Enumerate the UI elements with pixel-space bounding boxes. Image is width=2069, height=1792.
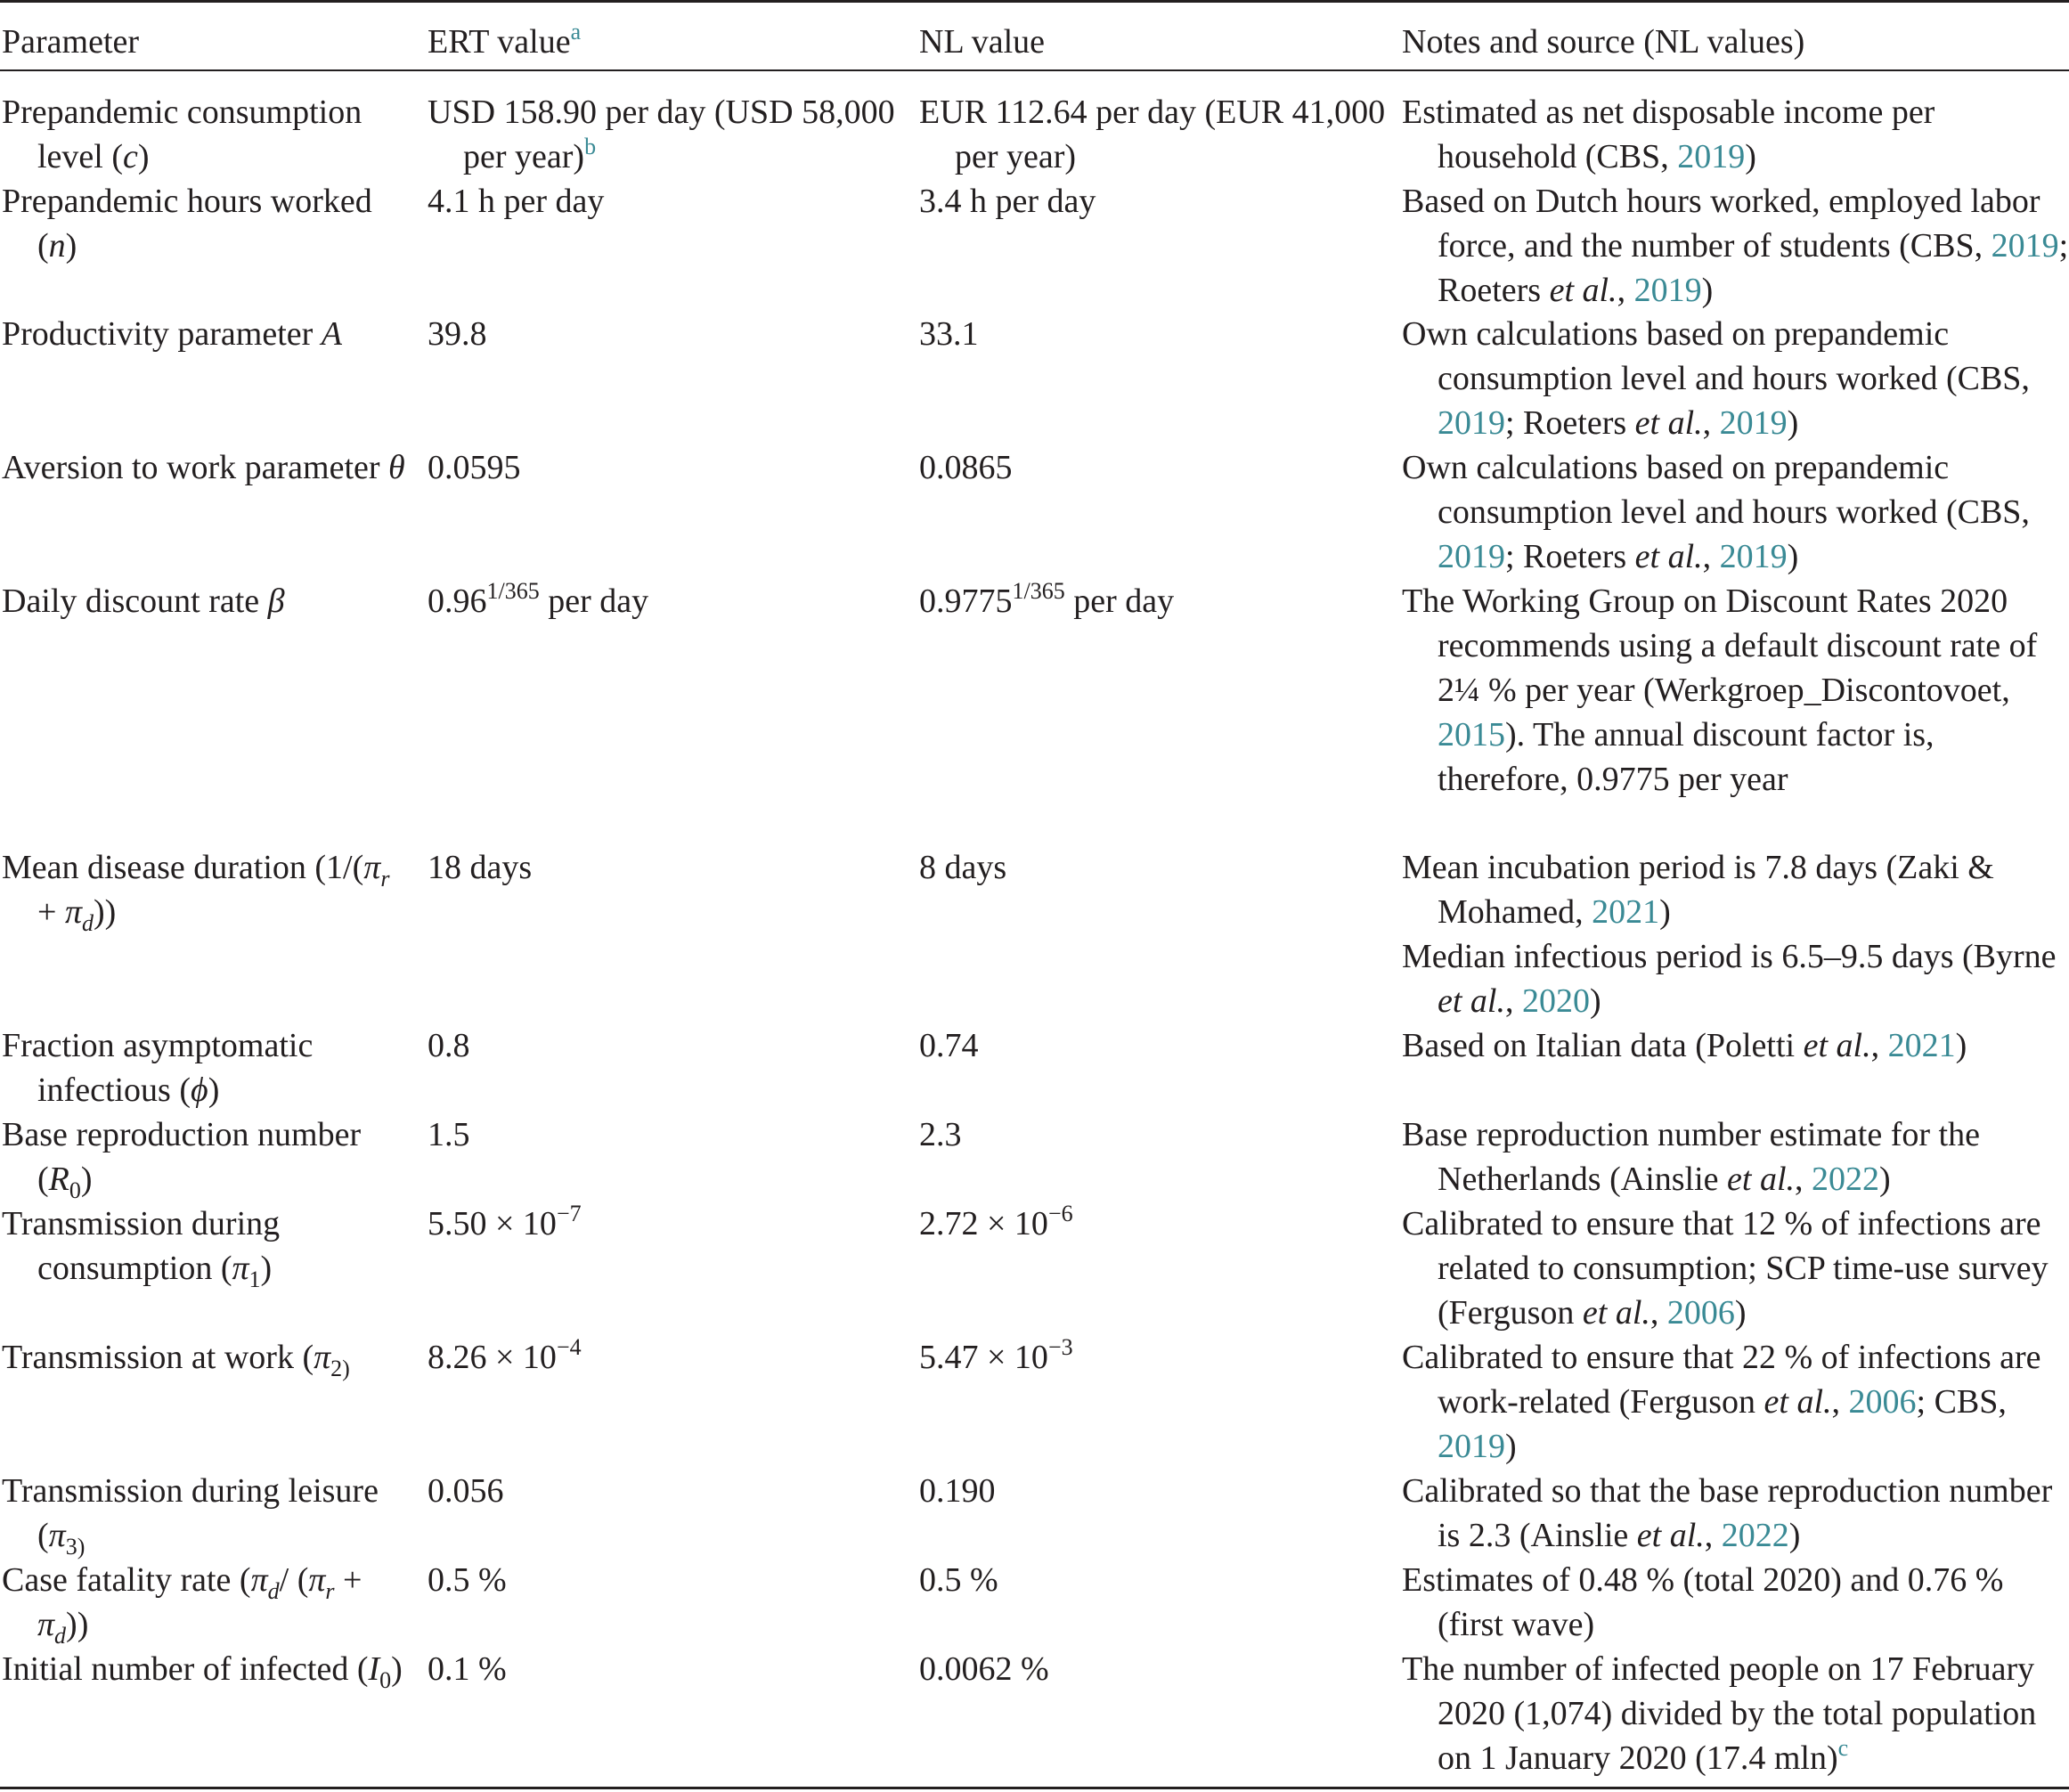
- row-8-nl: $2.72 \times 10^{-6}$: [919, 1201, 1073, 1242]
- row-7-ert: 1.5: [428, 1116, 470, 1153]
- row-2-parameter: Productivity parameter A: [2, 315, 342, 353]
- header-ert-value: ERT value$^a$: [428, 19, 582, 61]
- row-2-ert: 39.8: [428, 315, 487, 353]
- header-parameter: Parameter: [2, 23, 140, 61]
- citation-link[interactable]: 2021: [1592, 893, 1660, 931]
- row-5-parameter: Mean disease duration $(1/(\pi_r + \pi_d))$: [2, 849, 390, 936]
- row-8-parameter: Transmission during consumption $(\pi_1)$: [2, 1205, 281, 1292]
- citation-link[interactable]: 2006: [1666, 1294, 1735, 1332]
- row-8-notes: Calibrated to ensure that 12 % of infections are related to consumption; SCP time-use survey (Ferguson et al., 2006): [1402, 1205, 2049, 1332]
- citation-link[interactable]: 2019: [1438, 1428, 1505, 1465]
- row-9-parameter: Transmission at work ($\pi_{2)}$: [2, 1339, 350, 1381]
- row-7-nl: 2.3: [919, 1116, 962, 1153]
- citation-link[interactable]: 2021: [1887, 1027, 1956, 1064]
- citation-link[interactable]: 2019: [1719, 404, 1788, 442]
- row-6-ert: 0.8: [428, 1027, 470, 1064]
- row-1-nl: 3.4 h per day: [919, 183, 1096, 220]
- table-top-rule: [0, 0, 2069, 3]
- row-1-notes: Based on Dutch hours worked, employed labor force, and the number of students (CBS, 2019; Roeters et al., 2019): [1402, 183, 2069, 309]
- row-2-notes: Own calculations based on prepandemic consumption level and hours worked (CBS, 2019; Roeters et al., 2019): [1402, 315, 2030, 442]
- row-12-parameter: Initial number of infected $(I_0)$: [2, 1650, 403, 1693]
- citation-link[interactable]: 2015: [1438, 716, 1505, 753]
- row-11-nl: 0.5 %: [919, 1561, 998, 1599]
- row-4-ert: $0.96^{1/365}$ per day: [428, 578, 649, 620]
- row-3-parameter: Aversion to work parameter θ: [2, 449, 405, 486]
- citation-link[interactable]: 2020: [1521, 982, 1590, 1020]
- notes-paragraph: Median infectious period is 6.5–9.5 days (Byrne et al., 2020): [1402, 938, 2057, 1020]
- citation-link[interactable]: 2019: [1438, 404, 1505, 442]
- citation-link[interactable]: 2019: [1719, 538, 1788, 575]
- row-10-ert: 0.056: [428, 1472, 504, 1510]
- citation-link[interactable]: 2022: [1812, 1161, 1880, 1198]
- row-10-parameter: Transmission during leisure ($\pi_{3)}$: [2, 1472, 379, 1560]
- row-0-nl: EUR 112.64 per day (EUR 41,000 per year): [919, 94, 1386, 175]
- row-1-parameter: Prepandemic hours worked (n): [2, 183, 372, 265]
- table-bottom-rule: [0, 1787, 2069, 1789]
- footnote-marker-b[interactable]: b: [584, 134, 597, 159]
- row-4-nl: $0.9775^{1/365}$ per day: [919, 578, 1175, 620]
- row-12-notes: The number of infected people on 17 February 2020 (1,074) divided by the total population on 1 January 2020 (17.4 mln)$^c$: [1402, 1650, 2037, 1777]
- row-5-notes: [1402, 845, 2069, 1023]
- footnote-marker-a[interactable]: a: [570, 19, 582, 45]
- row-10-notes: Calibrated so that the base reproduction number is 2.3 (Ainslie et al., 2022): [1402, 1472, 2053, 1554]
- footnote-marker-c[interactable]: c: [1837, 1735, 1849, 1761]
- row-5-ert: 18 days: [428, 849, 533, 886]
- row-6-nl: 0.74: [919, 1027, 979, 1064]
- citation-link[interactable]: 2019: [1438, 538, 1505, 575]
- citation-link[interactable]: 2019: [1677, 138, 1746, 175]
- row-0-ert: USD 158.90 per day (USD 58,000 per year)$^b$: [428, 94, 895, 175]
- notes-paragraph: Mean incubation period is 7.8 days (Zaki & Mohamed, 2021): [1402, 849, 1994, 931]
- row-11-parameter: Case fatality rate ($\pi_d/$ $(\pi_r + \pi_d)$): [2, 1561, 362, 1649]
- row-11-notes: Estimates of 0.48 % (total 2020) and 0.76 % (first wave): [1402, 1561, 2004, 1643]
- table-header-rule: [0, 69, 2069, 71]
- header-notes: Notes and source (NL values): [1402, 23, 1805, 61]
- row-10-nl: 0.190: [919, 1472, 996, 1510]
- row-4-notes: The Working Group on Discount Rates 2020 recommends using a default discount rate of 2¼ % per year (Werkgroep_Discontovoet, 2015). The annual discount factor is, therefore, 0.9775 per year: [1402, 582, 2038, 798]
- row-1-ert: 4.1 h per day: [428, 183, 605, 220]
- row-8-ert: $5.50 \times 10^{-7}$: [428, 1201, 582, 1242]
- row-3-ert: 0.0595: [428, 449, 521, 486]
- header-nl-value: NL value: [919, 23, 1046, 61]
- row-4-parameter: Daily discount rate β: [2, 582, 285, 620]
- row-12-ert: 0.1 %: [428, 1650, 507, 1688]
- row-2-nl: 33.1: [919, 315, 979, 353]
- row-0-parameter: Prepandemic consumption level (c): [2, 94, 362, 175]
- citation-link[interactable]: 2006: [1848, 1383, 1917, 1421]
- row-9-notes: Calibrated to ensure that 22 % of infections are work-related (Ferguson et al., 2006; CBS, 2019): [1402, 1339, 2041, 1465]
- row-7-parameter: Base reproduction number $(R_0)$: [2, 1116, 362, 1203]
- row-9-nl: $5.47 \times 10^{-3}$: [919, 1334, 1073, 1376]
- row-0-notes: Estimated as net disposable income per household (CBS, 2019): [1402, 94, 1935, 175]
- row-5-nl: 8 days: [919, 849, 1007, 886]
- row-12-nl: 0.0062 %: [919, 1650, 1049, 1688]
- row-11-ert: 0.5 %: [428, 1561, 507, 1599]
- row-7-notes: Base reproduction number estimate for the Netherlands (Ainslie et al., 2022): [1402, 1116, 1980, 1198]
- citation-link[interactable]: 2019: [1633, 272, 1702, 309]
- citation-link[interactable]: 2022: [1721, 1517, 1789, 1554]
- row-3-nl: 0.0865: [919, 449, 1013, 486]
- row-3-notes: Own calculations based on prepandemic consumption level and hours worked (CBS, 2019; Roeters et al., 2019): [1402, 449, 2030, 575]
- row-9-ert: $8.26 \times 10^{-4}$: [428, 1334, 582, 1376]
- row-6-parameter: Fraction asymptomatic infectious (ϕ): [2, 1027, 314, 1109]
- row-6-notes: Based on Italian data (Poletti et al., 2021): [1402, 1027, 1967, 1064]
- citation-link[interactable]: 2019: [1991, 227, 2059, 265]
